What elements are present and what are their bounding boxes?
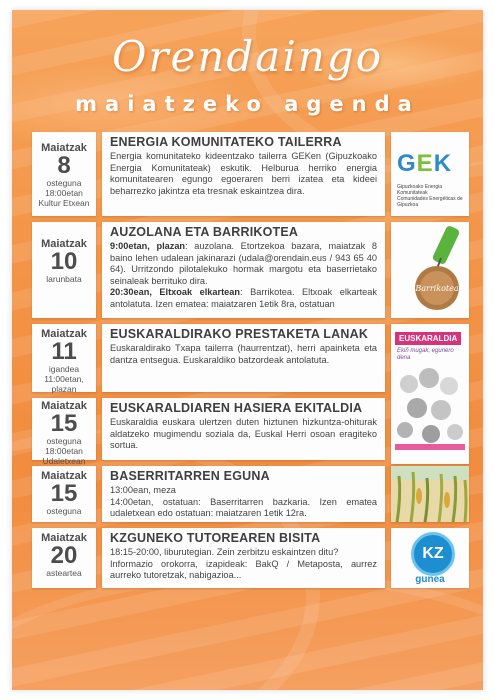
date-box [32, 132, 96, 216]
event-title: AUZOLANA ETA BARRIKOTEA [110, 225, 299, 239]
event-description: 9:00etan, plazan: auzolana. Etortzekoa bazara, maiatzak 8 baino lehen udalean jakinarazi (udala@orendain.eus / 943 65 40 64). Urritzondo pilotalekuko hormak margotu eta baserrietako seinaleak berrituko dira. [110, 241, 377, 286]
barrikotea-sign-text: Barrikotea [415, 284, 459, 293]
event-place: Udaletxean [42, 456, 86, 466]
gek-caption: Gipuzkoako Energia Komunitateak Comunidades Energéticas de Gipuzkoa [397, 184, 463, 208]
event-title: EUSKARALDIRAKO PRESTAKETA LANAK [110, 327, 369, 341]
event-title: BASERRITARREN EGUNA [110, 469, 270, 483]
paint-roller-illustration [391, 222, 469, 318]
event-content [102, 466, 385, 522]
kz-caption: gunea [415, 574, 445, 585]
date-box [32, 222, 96, 318]
event-row [32, 222, 469, 318]
event-weekday: larunbata [46, 274, 82, 284]
event-description: Informazio orokorra, izapideak: BakQ / Metaposta, aurrez aurreko tutoretzak, nabigazioa... [110, 558, 377, 581]
kzgunea-logo-image [391, 528, 469, 588]
poster-subtitle: maiatzeko agenda [75, 92, 420, 116]
gek-logo-image [391, 132, 469, 216]
event-weekday: osteguna [46, 506, 82, 516]
event-weekday: osteguna [46, 178, 82, 188]
date-box [32, 466, 96, 522]
event-time: 18:00etan [45, 188, 83, 198]
agenda-poster [12, 10, 483, 690]
event-day: 8 [57, 152, 71, 179]
event-description: Euskaraldirako Txapa tailerra (haurrentzat), herri apainketa eta dantza entsegua. Euskaraldiko batzordeak antolatuta. [110, 343, 377, 365]
event-day: 15 [50, 410, 78, 437]
event-place: Kultur Etxean [38, 198, 90, 208]
event-month: Maiatzak [41, 470, 87, 482]
barrikotea-image [391, 222, 469, 318]
event-weekday: igandea [48, 364, 80, 374]
date-box [32, 324, 96, 392]
kz-logo: KZ [411, 532, 455, 576]
event-title: ENERGIA KOMUNITATEKO TAILERRA [110, 135, 342, 149]
event-row [32, 398, 469, 466]
event-description: 18:15-20:00, liburutegian. Zein zerbitzu eskaintzen ditu? [110, 547, 339, 557]
euskaraldia-tagline: Ekiñ mugak, egunero dena [397, 348, 454, 361]
event-content [102, 132, 385, 216]
event-row [32, 324, 469, 392]
event-description: Energia komunitateko kideentzako tailerra GEKen (Gipuzkoako Energia Komunitateak) eskutik. Helburua herriko energia komunitatearen egungo egoeraren berri izatea eta kideei beharrezko jakintza eta tresnak eskaintzea dira. [110, 151, 377, 196]
event-month: Maiatzak [41, 532, 87, 544]
event-row [32, 466, 469, 522]
date-box [32, 398, 96, 466]
event-content [102, 398, 385, 460]
gek-logo: GEK [397, 150, 453, 177]
event-description: 13:00ean, meza [110, 485, 176, 495]
event-title: KZGUNEKO TUTOREAREN BISITA [110, 531, 321, 545]
poster-title: Orendaingo [112, 32, 383, 81]
event-place: plazan [51, 384, 77, 394]
event-weekday: osteguna [46, 436, 82, 446]
event-content [102, 528, 385, 588]
cornfield-illustration [391, 466, 469, 522]
event-row [32, 528, 469, 588]
event-description: 20:30ean, Eltxoak elkartean: Barrikotea. Eltxoak elkarteak antolatuta. Izen ematea: maiatzaren 1etik 8ra, ostatuan [110, 287, 377, 309]
event-time: 18:00etan [45, 446, 83, 456]
cornfield-image [391, 466, 469, 522]
event-title: EUSKARALDIAREN HASIERA EKITALDIA [110, 401, 363, 415]
event-content [102, 222, 385, 318]
event-day: 15 [50, 480, 78, 507]
event-description: 14:00etan, ostatuan: Baserritarren bazkaria. Izen ematea udaletxean edo ostatuan: maiatzaren 1etik 12ra. [110, 496, 377, 519]
date-box [32, 528, 96, 588]
event-day: 20 [50, 542, 78, 569]
event-time: 11:00etan, [44, 374, 84, 384]
event-month: Maiatzak [41, 400, 87, 412]
event-row [32, 132, 469, 216]
event-month: Maiatzak [41, 328, 87, 340]
event-month: Maiatzak [41, 238, 87, 250]
event-weekday: asteartea [46, 568, 82, 578]
event-description: Euskaraldia euskara ulertzen duten hiztunen hizkuntza-ohiturak aldatzeko mugimendu soziala da, Euskal Herri osoan eragiteko sortua. [110, 417, 377, 451]
event-day: 11 [51, 338, 77, 365]
euskaraldia-logo: EUSKARALDIA [395, 332, 461, 345]
event-content [102, 324, 385, 392]
event-month: Maiatzak [41, 142, 87, 154]
event-day: 10 [50, 248, 78, 275]
